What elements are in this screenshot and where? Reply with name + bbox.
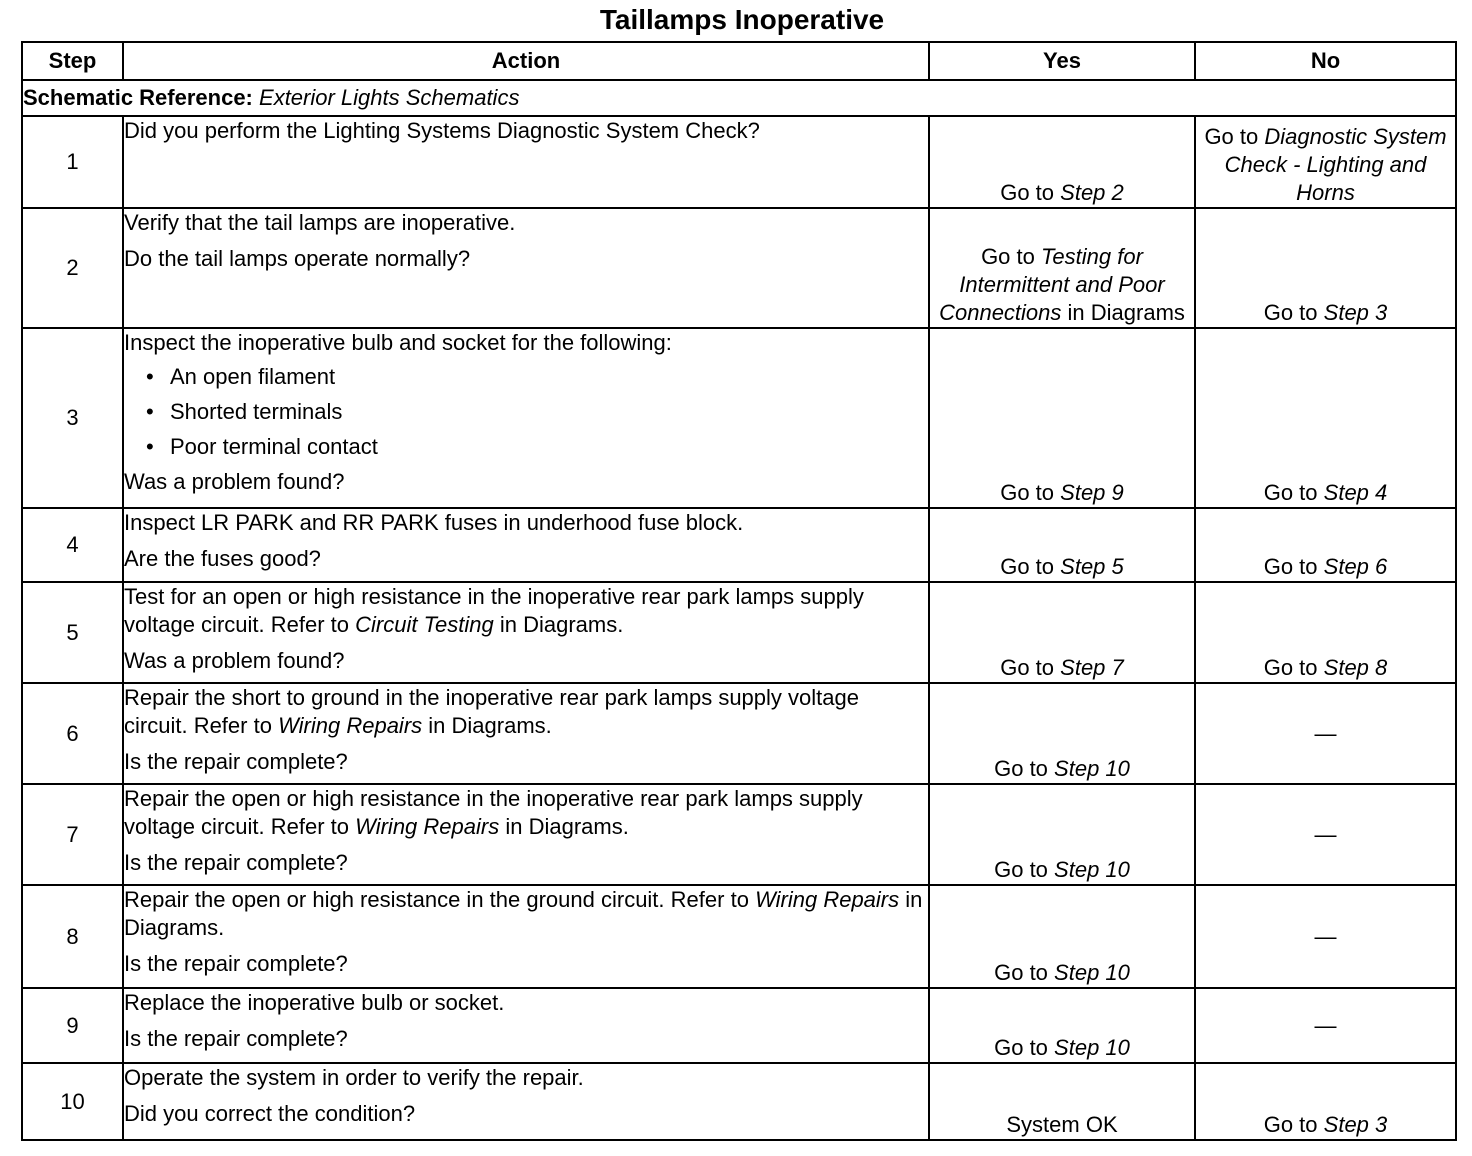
step-number: 10 bbox=[22, 1063, 123, 1140]
no-go-to-link[interactable]: Step 3 bbox=[1323, 300, 1388, 325]
action-question: Do the tail lamps operate normally? bbox=[124, 246, 471, 271]
header-step: Step bbox=[22, 42, 123, 80]
header-yes: Yes bbox=[929, 42, 1195, 80]
schematic-reference bbox=[22, 80, 1456, 116]
go-to-label: Go to bbox=[1263, 655, 1318, 680]
step-number: 3 bbox=[22, 328, 123, 508]
yes-go-to-link[interactable]: Step 10 bbox=[1054, 1035, 1130, 1060]
action-question: Is the repair complete? bbox=[124, 1026, 348, 1051]
no-cell bbox=[1195, 885, 1456, 988]
bullet-text: Poor terminal contact bbox=[170, 434, 378, 459]
go-to-label: Go to bbox=[994, 1035, 1048, 1060]
action-text bbox=[124, 785, 928, 841]
refer-to-label: Refer to bbox=[270, 814, 350, 839]
no-go-to-link[interactable]: Step 4 bbox=[1323, 480, 1388, 505]
in-diagrams-label: in Diagrams. bbox=[428, 713, 552, 738]
action-instruction: Operate the system in order to verify the repair. bbox=[124, 1065, 584, 1090]
no-cell bbox=[1195, 683, 1456, 784]
go-to-label: Go to bbox=[1263, 480, 1318, 505]
document-title: Taillamps Inoperative bbox=[599, 4, 885, 35]
step-row bbox=[22, 683, 1456, 784]
action-question: Was a problem found? bbox=[124, 469, 345, 494]
no-cell bbox=[1195, 582, 1456, 683]
reference-link[interactable]: Circuit Testing bbox=[355, 612, 494, 637]
yes-cell bbox=[929, 328, 1195, 508]
step-number: 6 bbox=[22, 683, 123, 784]
step-number: 5 bbox=[22, 582, 123, 683]
yes-cell bbox=[929, 1063, 1195, 1140]
action-text bbox=[124, 509, 928, 537]
refer-to-label: Refer to bbox=[270, 612, 350, 637]
bullet-item bbox=[146, 398, 928, 426]
yes-go-to-link[interactable]: Step 9 bbox=[1060, 480, 1124, 505]
action-instruction: Inspect LR PARK and RR PARK fuses in underhood fuse block. bbox=[124, 510, 744, 535]
yes-suffix: in Diagrams bbox=[1067, 300, 1185, 325]
action-instruction: Test for an open or high resistance in the inoperative rear park lamps supply voltage circuit. bbox=[124, 584, 864, 637]
step-row bbox=[22, 988, 1456, 1063]
no-go-to-link[interactable]: Step 8 bbox=[1323, 655, 1388, 680]
go-to-label: Go to bbox=[994, 857, 1048, 882]
go-to-label: Go to bbox=[1000, 554, 1055, 579]
go-to-label: Go to bbox=[1000, 480, 1055, 505]
no-action-dash: — bbox=[1314, 821, 1337, 847]
yes-cell bbox=[929, 508, 1195, 582]
no-cell bbox=[1195, 328, 1456, 508]
action-question: Did you correct the condition? bbox=[124, 1101, 416, 1126]
yes-cell bbox=[929, 784, 1195, 885]
bullet-glyph: • bbox=[146, 364, 154, 389]
action-question: Are the fuses good? bbox=[124, 546, 321, 571]
yes-cell bbox=[929, 208, 1195, 328]
step-row bbox=[22, 1063, 1456, 1140]
no-cell bbox=[1195, 116, 1456, 208]
step-row bbox=[22, 508, 1456, 582]
step-row bbox=[22, 885, 1456, 988]
bullet-text: Shorted terminals bbox=[170, 399, 343, 424]
action-question: Is the repair complete? bbox=[124, 749, 348, 774]
bullet-item bbox=[146, 363, 928, 391]
header-no: No bbox=[1195, 42, 1456, 80]
action-instruction: Verify that the tail lamps are inoperative. bbox=[124, 210, 516, 235]
go-to-label: Go to bbox=[1263, 300, 1318, 325]
action-cell bbox=[123, 328, 929, 508]
yes-go-to-link[interactable]: Testing for Intermittent and Poor Connections bbox=[939, 244, 1165, 325]
go-to-label: Go to bbox=[1263, 1112, 1318, 1137]
header-action: Action bbox=[123, 42, 929, 80]
step-row bbox=[22, 582, 1456, 683]
action-instruction: Repair the short to ground in the inoperative rear park lamps supply voltage circuit. bbox=[124, 685, 859, 738]
action-text bbox=[124, 583, 928, 639]
bullet-item bbox=[146, 433, 928, 461]
schematic-reference-label: Schematic Reference: bbox=[23, 85, 253, 110]
refer-to-label: Refer to bbox=[193, 713, 272, 738]
step-row bbox=[22, 116, 1456, 208]
action-question: Did you perform the Lighting Systems Diagnostic System Check? bbox=[124, 118, 760, 143]
yes-result: System OK bbox=[1006, 1112, 1118, 1137]
action-text bbox=[124, 684, 928, 740]
action-cell bbox=[123, 116, 929, 208]
step-number: 7 bbox=[22, 784, 123, 885]
no-cell bbox=[1195, 208, 1456, 328]
diagnostic-table bbox=[21, 41, 1457, 1141]
yes-cell bbox=[929, 885, 1195, 988]
no-action-dash: — bbox=[1314, 923, 1337, 949]
bullet-glyph: • bbox=[146, 434, 154, 459]
step-number: 4 bbox=[22, 508, 123, 582]
action-instruction: Repair the open or high resistance in the inoperative rear park lamps supply voltage circuit. bbox=[124, 786, 863, 839]
in-diagrams-label: in Diagrams. bbox=[124, 887, 923, 940]
go-to-label: Go to bbox=[994, 960, 1048, 985]
reference-link[interactable]: Wiring Repairs bbox=[755, 887, 900, 912]
go-to-label: Go to bbox=[981, 244, 1035, 269]
action-text bbox=[124, 989, 928, 1017]
yes-go-to-link[interactable]: Step 10 bbox=[1054, 756, 1130, 781]
no-action-dash: — bbox=[1314, 720, 1337, 746]
action-instruction: Replace the inoperative bulb or socket. bbox=[124, 990, 505, 1015]
no-cell bbox=[1195, 988, 1456, 1063]
yes-cell bbox=[929, 683, 1195, 784]
yes-go-to-link[interactable]: Step 10 bbox=[1054, 960, 1130, 985]
step-row bbox=[22, 328, 1456, 508]
action-question: Is the repair complete? bbox=[124, 951, 348, 976]
step-number: 1 bbox=[22, 116, 123, 208]
go-to-label: Go to bbox=[1000, 655, 1055, 680]
schematic-reference-link[interactable]: Exterior Lights Schematics bbox=[259, 85, 520, 110]
action-cell bbox=[123, 784, 929, 885]
step-row bbox=[22, 208, 1456, 328]
yes-cell bbox=[929, 988, 1195, 1063]
step-number: 8 bbox=[22, 885, 123, 988]
no-action-dash: — bbox=[1314, 1012, 1337, 1038]
bullet-text: An open filament bbox=[170, 364, 336, 389]
action-instruction: Repair the open or high resistance in the ground circuit. bbox=[124, 887, 665, 912]
no-go-to-link[interactable]: Step 3 bbox=[1323, 1112, 1388, 1137]
yes-go-to-link[interactable]: Step 5 bbox=[1060, 554, 1124, 579]
reference-link[interactable]: Wiring Repairs bbox=[278, 713, 423, 738]
yes-cell bbox=[929, 582, 1195, 683]
no-cell bbox=[1195, 508, 1456, 582]
bullet-glyph: • bbox=[146, 399, 154, 424]
in-diagrams-label: in Diagrams. bbox=[499, 612, 624, 637]
action-text bbox=[124, 886, 928, 942]
action-instruction: Inspect the inoperative bulb and socket for the following: bbox=[124, 330, 672, 355]
no-go-to-link[interactable]: Step 6 bbox=[1323, 554, 1388, 579]
action-cell bbox=[123, 683, 929, 784]
refer-to-label: Refer to bbox=[670, 887, 749, 912]
action-question: Was a problem found? bbox=[124, 648, 345, 673]
action-cell bbox=[123, 988, 929, 1063]
action-cell bbox=[123, 1063, 929, 1140]
action-text bbox=[124, 209, 928, 237]
action-cell bbox=[123, 582, 929, 683]
step-number: 9 bbox=[22, 988, 123, 1063]
bullet-list bbox=[124, 363, 928, 461]
in-diagrams-label: in Diagrams. bbox=[505, 814, 629, 839]
no-cell bbox=[1195, 784, 1456, 885]
yes-go-to-link[interactable]: Step 7 bbox=[1060, 655, 1124, 680]
yes-go-to-link[interactable]: Step 2 bbox=[1060, 180, 1124, 205]
go-to-label: Go to bbox=[1000, 180, 1055, 205]
action-question: Is the repair complete? bbox=[124, 850, 348, 875]
go-to-label: Go to bbox=[1204, 124, 1259, 149]
no-cell bbox=[1195, 1063, 1456, 1140]
action-text bbox=[124, 329, 928, 357]
go-to-label: Go to bbox=[1263, 554, 1318, 579]
go-to-label: Go to bbox=[994, 756, 1048, 781]
header-row bbox=[22, 42, 1456, 80]
reference-link[interactable]: Wiring Repairs bbox=[355, 814, 500, 839]
action-cell bbox=[123, 208, 929, 328]
action-cell bbox=[123, 508, 929, 582]
no-go-to-link[interactable]: Diagnostic System Check - Lighting and Horns bbox=[1224, 124, 1447, 205]
action-text bbox=[124, 1064, 928, 1092]
yes-go-to-link[interactable]: Step 10 bbox=[1054, 857, 1130, 882]
step-row bbox=[22, 784, 1456, 885]
action-cell bbox=[123, 885, 929, 988]
step-number: 2 bbox=[22, 208, 123, 328]
schematic-reference-row bbox=[22, 80, 1456, 116]
yes-cell bbox=[929, 116, 1195, 208]
